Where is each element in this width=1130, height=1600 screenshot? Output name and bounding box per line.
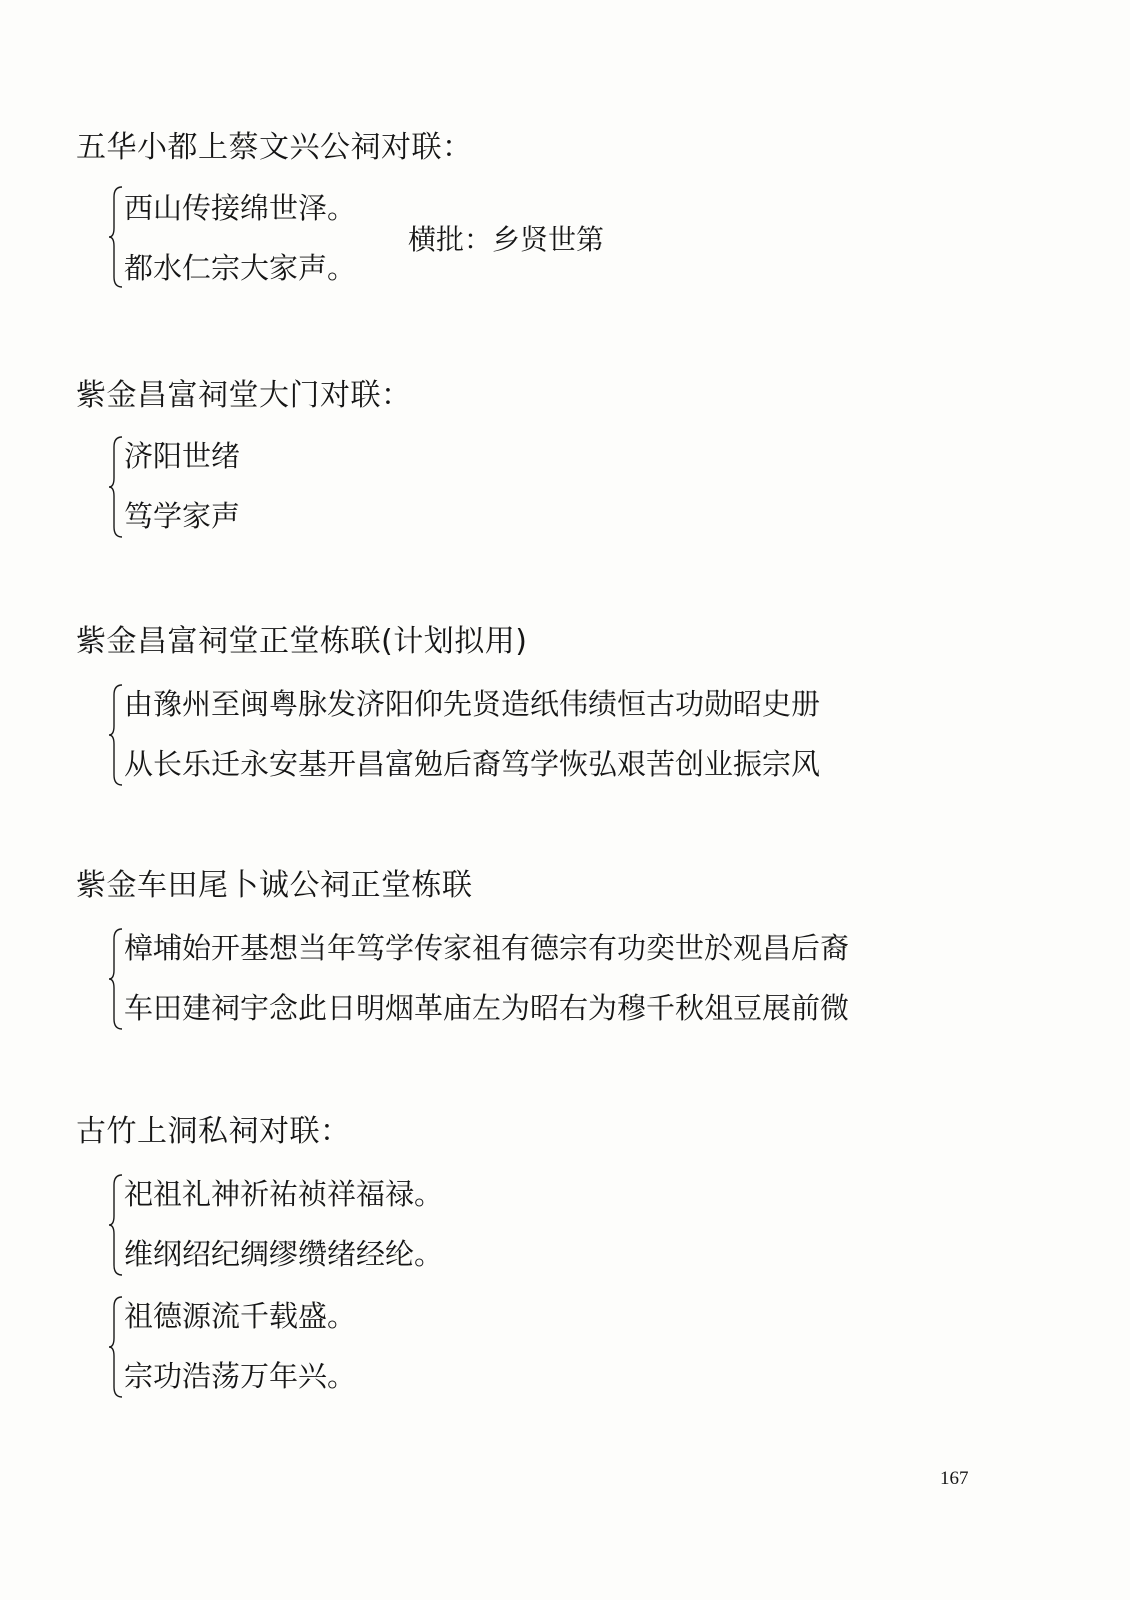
couplet-line-upper: 西山传接绵世泽。 xyxy=(124,191,357,225)
couplet-line-upper: 祀祖礼神祈祐祯祥福禄。 xyxy=(124,1177,444,1211)
brace xyxy=(108,1296,124,1398)
section-title: 紫金昌富祠堂大门对联： xyxy=(76,378,412,413)
brace xyxy=(108,436,124,538)
page-number: 167 xyxy=(940,1468,969,1489)
couplet-line-upper: 樟埔始开基想当年笃学传家祖有德宗有功奕世於观昌后裔 xyxy=(124,931,850,965)
couplet-line-lower: 维纲绍纪绸缪缵绪经纶。 xyxy=(124,1237,444,1271)
couplet-line-lower: 宗功浩荡万年兴。 xyxy=(124,1359,357,1393)
hengpi-text: 横批：乡贤世第 xyxy=(408,223,605,256)
brace xyxy=(108,684,124,786)
section-title: 紫金昌富祠堂正堂栋联(计划拟用) xyxy=(76,624,528,659)
couplet-line-lower: 车田建祠宇念此日明烟革庙左为昭右为穆千秋俎豆展前微 xyxy=(124,991,850,1025)
brace xyxy=(108,928,124,1030)
couplet-line-upper: 由豫州至闽粤脉发济阳仰先贤造纸伟绩恒古功勋昭史册 xyxy=(124,687,821,721)
couplet-line-upper: 济阳世绪 xyxy=(124,439,241,473)
section-title: 五华小都上蔡文兴公祠对联： xyxy=(76,130,473,165)
section-title: 紫金车田尾卜诚公祠正堂栋联 xyxy=(76,868,473,903)
couplet-line-lower: 从长乐迁永安基开昌富勉后裔笃学恢弘艰苦创业振宗风 xyxy=(124,747,821,781)
couplet-line-lower: 笃学家声 xyxy=(124,499,241,533)
section-title: 古竹上洞私祠对联： xyxy=(76,1114,351,1149)
brace xyxy=(108,186,124,288)
brace xyxy=(108,1174,124,1276)
couplet-line-upper: 祖德源流千载盛。 xyxy=(124,1299,357,1333)
couplet-line-lower: 都水仁宗大家声。 xyxy=(124,251,357,285)
